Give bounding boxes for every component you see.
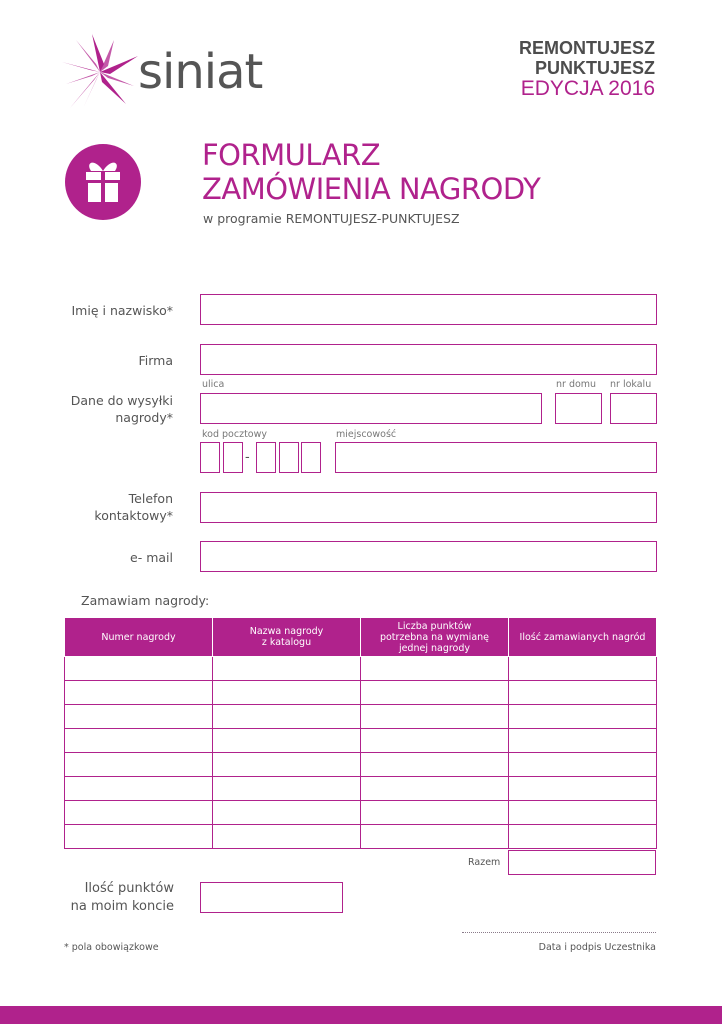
postcode-digit-5[interactable]	[301, 442, 321, 473]
bottom-accent-bar	[0, 1006, 722, 1024]
title-line2: ZAMÓWIENIA NAGRODY	[202, 172, 541, 206]
reward-name-cell[interactable]	[213, 825, 361, 849]
company-label: Firma	[138, 353, 173, 368]
postcode-digit-1[interactable]	[200, 442, 220, 473]
reward-name-cell[interactable]	[213, 657, 361, 681]
email-field[interactable]	[200, 541, 657, 572]
reward-name-cell[interactable]	[213, 801, 361, 825]
phone-label-line2: kontaktowy*	[94, 508, 173, 523]
gift-icon	[65, 144, 141, 220]
reward-name-cell[interactable]	[213, 753, 361, 777]
tagline-line2: PUNKTUJESZ	[534, 58, 655, 78]
tagline-edition: EDYCJA 2016	[520, 77, 655, 100]
order-row	[65, 705, 657, 729]
siniat-logo-text: siniat	[138, 44, 263, 100]
postcode-dash: -	[245, 450, 250, 465]
tagline-line1: REMONTUJESZ	[518, 38, 655, 58]
postcode-digit-3[interactable]	[256, 442, 276, 473]
reward-number-cell[interactable]	[65, 705, 213, 729]
quantity-cell[interactable]	[509, 729, 657, 753]
postcode-digit-2[interactable]	[223, 442, 243, 473]
points-needed-cell[interactable]	[361, 729, 509, 753]
page-title	[202, 138, 540, 206]
points-label-line2: na moim koncie	[70, 899, 174, 914]
flat-number-field[interactable]	[610, 393, 657, 424]
reward-number-cell[interactable]	[65, 801, 213, 825]
points-balance-field[interactable]	[200, 882, 343, 913]
order-row	[65, 753, 657, 777]
order-row	[65, 801, 657, 825]
orders-heading: Zamawiam nagrody:	[81, 593, 210, 608]
column-header-points-needed: Liczba punktów potrzebna na wymianę jednej nagrody	[361, 618, 509, 657]
city-label: miejscowość	[336, 429, 397, 440]
campaign-tagline	[519, 38, 655, 100]
quantity-cell[interactable]	[509, 753, 657, 777]
phone-field[interactable]	[200, 492, 657, 523]
reward-number-cell[interactable]	[65, 825, 213, 849]
column-header-reward-number: Numer nagrody	[65, 618, 213, 657]
name-field[interactable]	[200, 294, 657, 325]
street-label: ulica	[202, 379, 225, 390]
order-row	[65, 681, 657, 705]
points-needed-cell[interactable]	[361, 657, 509, 681]
house-number-field[interactable]	[555, 393, 602, 424]
title-line1: FORMULARZ	[202, 138, 381, 172]
street-field[interactable]	[200, 393, 542, 424]
quantity-cell[interactable]	[509, 681, 657, 705]
quantity-cell[interactable]	[509, 657, 657, 681]
order-row	[65, 825, 657, 849]
reward-number-cell[interactable]	[65, 777, 213, 801]
reward-name-cell[interactable]	[213, 729, 361, 753]
points-label-line1: Ilość punktów	[84, 881, 174, 896]
quantity-cell[interactable]	[509, 705, 657, 729]
points-needed-cell[interactable]	[361, 801, 509, 825]
address-label-line2: nagrody*	[115, 410, 173, 425]
orders-header-row	[65, 618, 657, 657]
reward-number-cell[interactable]	[65, 681, 213, 705]
points-needed-cell[interactable]	[361, 681, 509, 705]
order-row	[65, 657, 657, 681]
points-label	[71, 880, 174, 916]
name-label: Imię i nazwisko*	[71, 303, 173, 318]
total-label: Razem	[468, 857, 501, 868]
quantity-cell[interactable]	[509, 801, 657, 825]
signature-label: Data i podpis Uczestnika	[538, 942, 656, 953]
signature-line[interactable]	[462, 932, 656, 933]
house-number-label: nr domu	[556, 379, 597, 390]
flat-number-label: nr lokalu	[610, 379, 652, 390]
reward-number-cell[interactable]	[65, 753, 213, 777]
points-needed-cell[interactable]	[361, 753, 509, 777]
column-header-reward-name: Nazwa nagrody z katalogu	[213, 618, 361, 657]
quantity-cell[interactable]	[509, 825, 657, 849]
phone-label-line1: Telefon	[128, 491, 173, 506]
points-needed-cell[interactable]	[361, 705, 509, 729]
reward-number-cell[interactable]	[65, 729, 213, 753]
total-field[interactable]	[508, 850, 656, 875]
phone-label	[94, 490, 173, 524]
reward-number-cell[interactable]	[65, 657, 213, 681]
company-field[interactable]	[200, 344, 657, 375]
order-row	[65, 729, 657, 753]
quantity-cell[interactable]	[509, 777, 657, 801]
reward-name-cell[interactable]	[213, 777, 361, 801]
siniat-star-logo-icon	[62, 34, 138, 110]
order-row	[65, 777, 657, 801]
postcode-digit-4[interactable]	[279, 442, 299, 473]
orders-table	[64, 617, 657, 849]
email-label: e- mail	[130, 550, 173, 565]
column-header-quantity: Ilość zamawianych nagród	[509, 618, 657, 657]
postcode-label: kod pocztowy	[202, 429, 268, 440]
city-field[interactable]	[335, 442, 657, 473]
address-label	[71, 392, 173, 426]
points-needed-cell[interactable]	[361, 777, 509, 801]
points-needed-cell[interactable]	[361, 825, 509, 849]
reward-name-cell[interactable]	[213, 681, 361, 705]
reward-name-cell[interactable]	[213, 705, 361, 729]
page-subtitle: w programie REMONTUJESZ-PUNKTUJESZ	[203, 211, 460, 226]
required-fields-note: * pola obowiązkowe	[64, 942, 159, 953]
address-label-line1: Dane do wysyłki	[70, 393, 173, 408]
